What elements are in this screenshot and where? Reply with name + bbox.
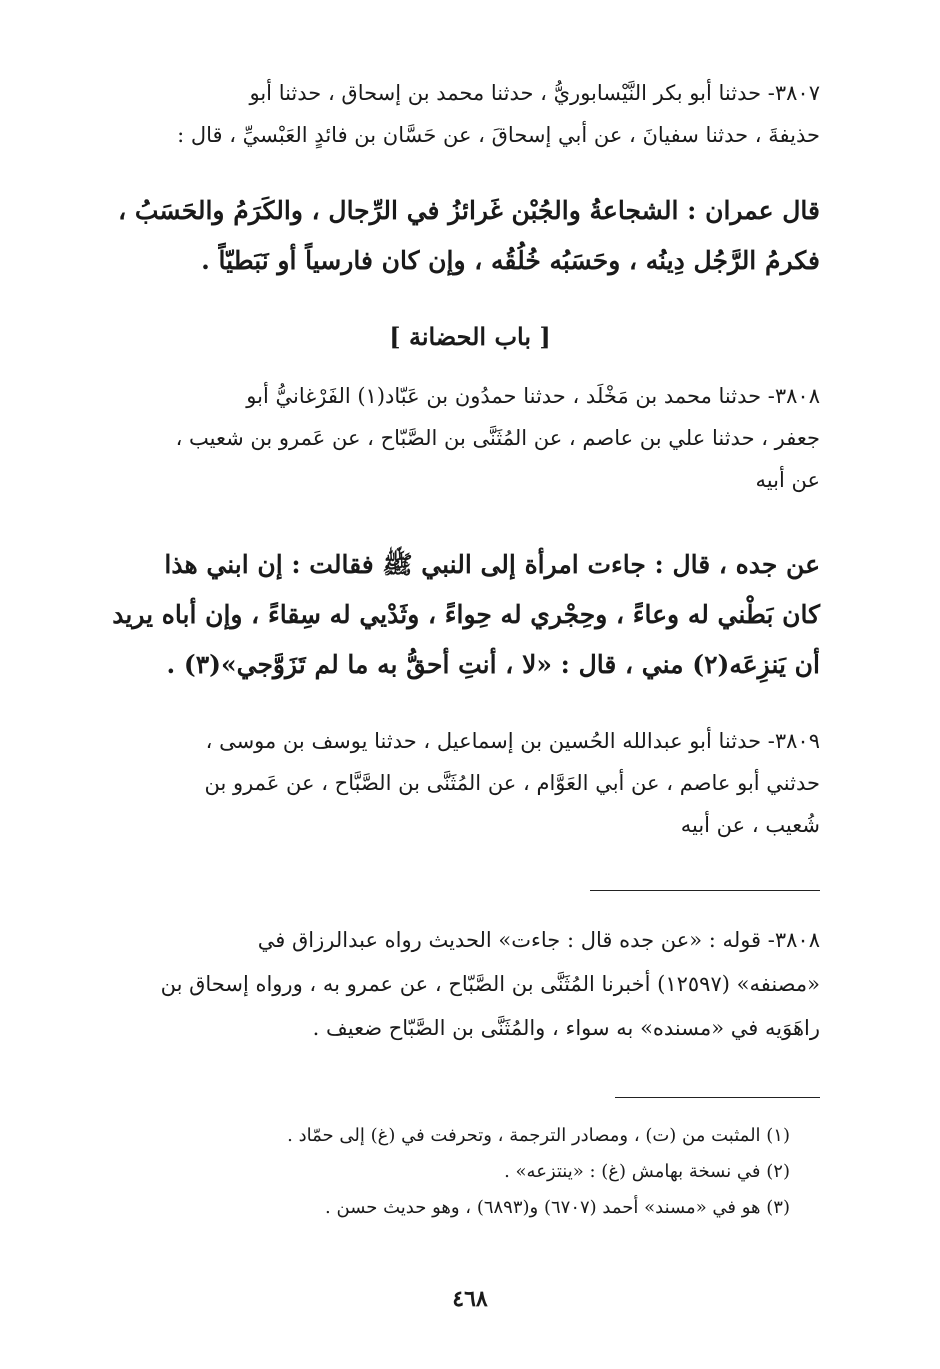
text-line: حذيفةَ ، حدثنا سفيانَ ، عن أبي إسحاقَ ، عن حَسَّان بن فائدٍ العَبْسيِّ ، قال : [177,123,820,147]
commentary-separator [590,890,820,891]
hadith-3808-isnad [120,375,820,501]
footnote-separator [615,1097,820,1098]
footnote: (٢) في نسخة بهامش (غ) : «ينتزعه» . [504,1161,790,1182]
text-line: ٣٨٠٨- حدثنا محمد بن مَخْلَد ، حدثنا حمدُون بن عَبّاد(١) الفَرْغانيُّ أبو [246,384,820,408]
hadith-3808-matn [112,540,820,690]
footnote: (١) المثبت من (ت) ، ومصادر الترجمة ، وتحرفت في (غ) إلى حمّاد . [287,1125,790,1146]
footnotes [150,1118,790,1226]
text-line: شُعيب ، عن أبيه [680,813,820,837]
text-line: عن جده ، قال : جاءت امرأة إلى النبي ﷺ فقالت : إن ابني هذا [164,550,820,579]
commentary [120,918,820,1050]
text-line: أن يَنزِعَه(٢) مني ، قال : «لا ، أنتِ أحقُّ به ما لم تَزَوَّجي»(٣) . [166,650,820,679]
page-number: ٤٦٨ [452,1286,488,1312]
hadith-3809-isnad [120,720,820,846]
text-line: قال عمران : الشجاعةُ والجُبْن غَرائزُ في الرِّجال ، والكَرَمُ والحَسَبُ ، [118,196,820,225]
hadith-3807-matn [120,186,820,286]
text-line: راهَوَيه في «مسنده» به سواء ، والمُثَنَّى بن الصَّبّاح ضعيف . [312,1016,820,1040]
chapter-heading: [ باب الحضانة ] [389,322,551,351]
text-line: ٣٨٠٨- قوله : «عن جده قال : جاءت» الحديث رواه عبدالرزاق في [257,928,820,952]
text-line: كان بَطْني له وعاءً ، وحِجْري له حِواءً ، وثَدْيي له سِقاءً ، وإن أباه يريد [112,600,820,629]
text-line: حدثني أبو عاصم ، عن أبي العَوَّام ، عن المُثَنَّى بن الصَّبَّاح ، عن عَمرو بن [204,771,820,795]
text-line: «مصنفه» (١٢٥٩٧) أخبرنا المُثَنَّى بن الصَّبّاح ، عن عمرو به ، ورواه إسحاق بن [160,972,820,996]
text-line: جعفر ، حدثنا علي بن عاصم ، عن المُثَنَّى بن الصَّبّاح ، عن عَمرو بن شعيب ، [175,426,820,450]
hadith-3807-isnad [120,72,820,156]
text-line: عن أبيه [755,468,820,492]
text-line: ٣٨٠٩- حدثنا أبو عبدالله الحُسين بن إسماعيل ، حدثنا يوسف بن موسى ، [205,729,820,753]
text-line: فكرمُ الرَّجُل دِينُه ، وحَسَبُه خُلُقُه ، وإن كان فارسياً أو نَبَطيّاً . [201,246,820,275]
footnote: (٣) هو في «مسند» أحمد (٦٧٠٧) و(٦٨٩٣) ، وهو حديث حسن . [325,1197,790,1218]
text-line: ٣٨٠٧- حدثنا أبو بكر النَّيْسابوريُّ ، حدثنا محمد بن إسحاق ، حدثنا أبو [249,81,820,105]
